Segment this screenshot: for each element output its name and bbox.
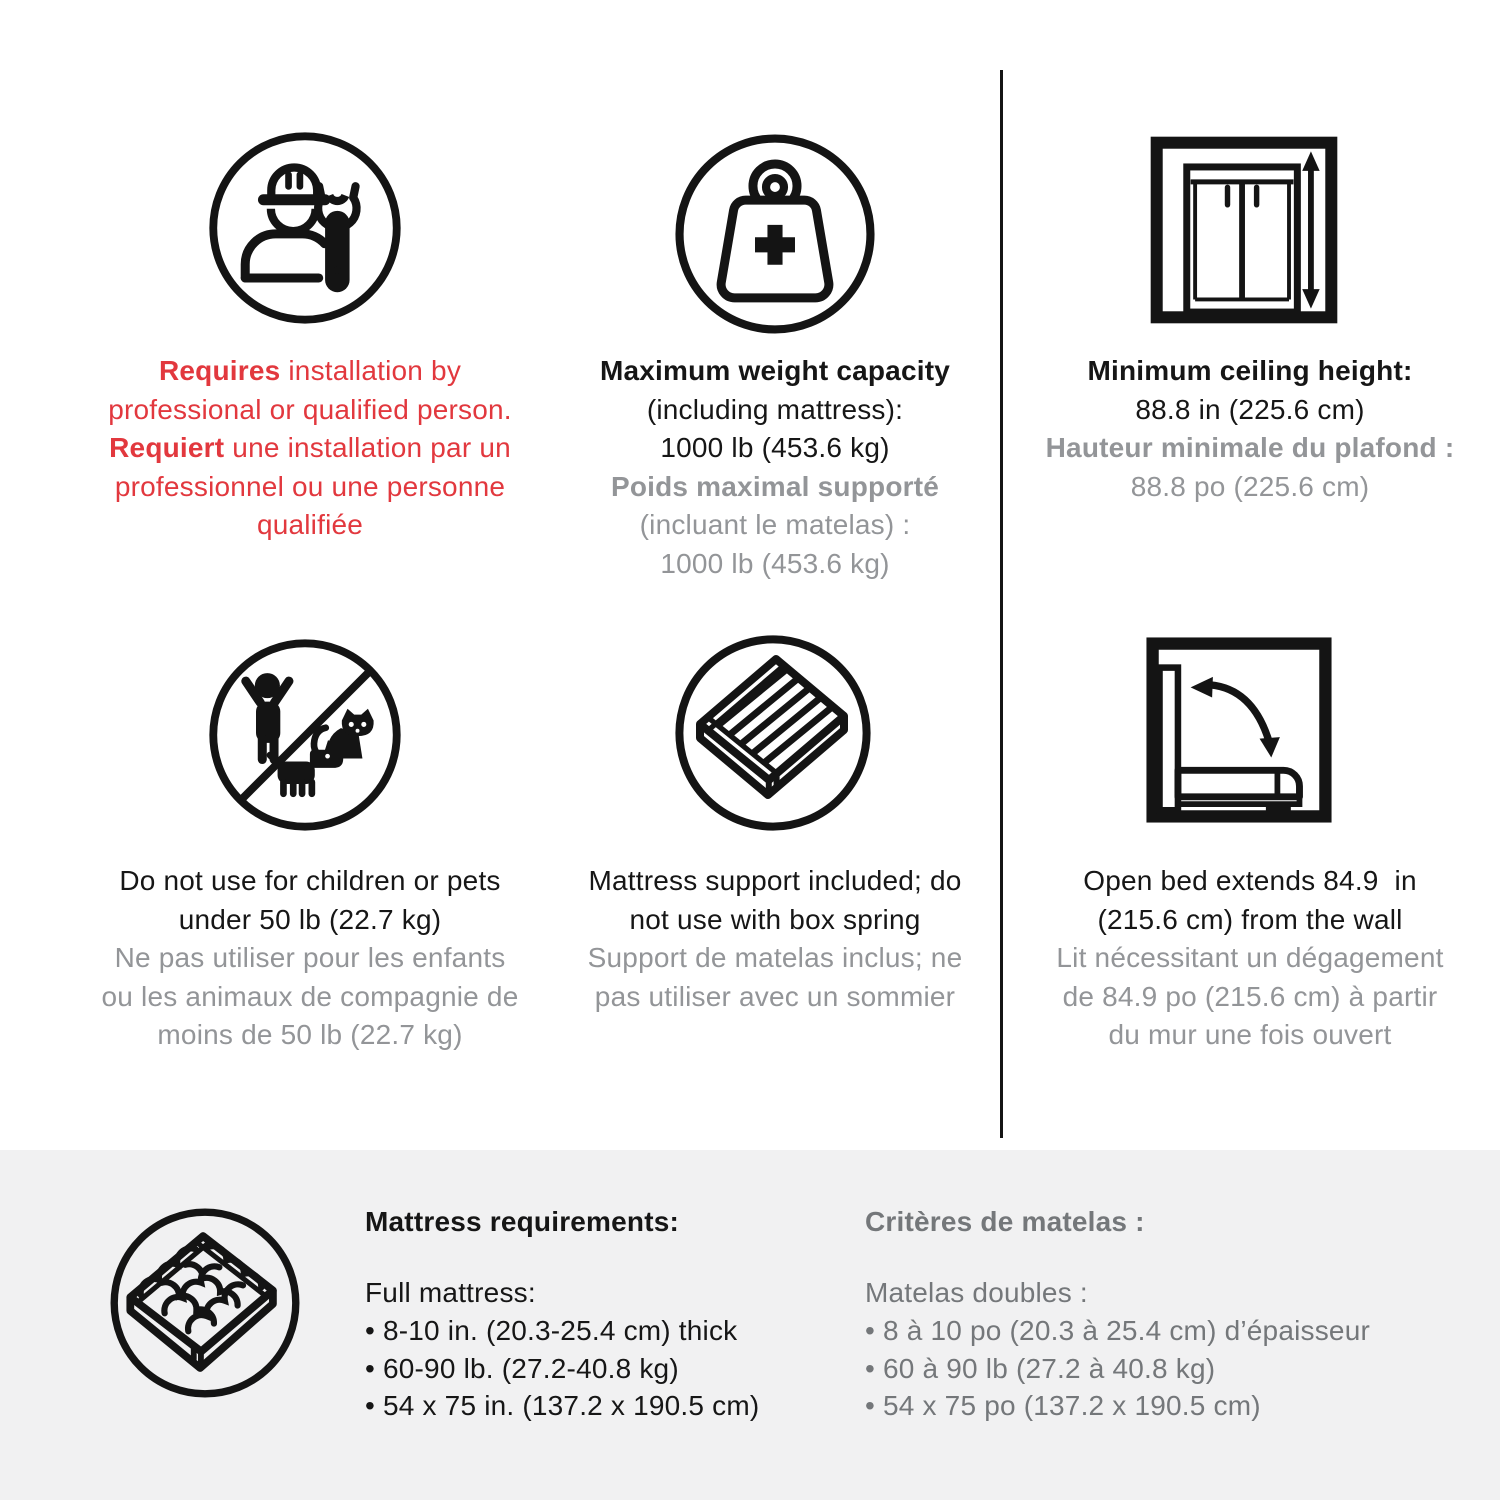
mattress-spec-fr-weight: • 60 à 90 lb (27.2 à 40.8 kg) <box>865 1350 1445 1388</box>
mattress-spec-en-weight: • 60-90 lb. (27.2-40.8 kg) <box>365 1350 835 1388</box>
install-text <box>75 352 545 545</box>
children-fr-line2: ou les animaux de compagnie de <box>101 980 519 1012</box>
openbed-text <box>1010 862 1490 1055</box>
children-text <box>75 862 545 1055</box>
openbed-en-line1: Open bed extends 84.9 in <box>1083 865 1417 896</box>
mattress-spec-en-thickness: • 8-10 in. (20.3-25.4 cm) thick <box>365 1312 835 1350</box>
ceiling-en-line1: 88.8 in (225.6 cm) <box>1135 393 1365 425</box>
support-en-line2: not use with box spring <box>629 903 921 935</box>
weight-en-line2: 1000 lb (453.6 kg) <box>660 432 890 463</box>
ceiling-title-fr: Hauteur minimale du plafond : <box>1045 432 1455 463</box>
openbed-en-line2: (215.6 cm) from the wall <box>1097 903 1403 935</box>
mattress-requirements-title-fr: Critères de matelas : <box>865 1206 1145 1237</box>
children-fr-line1: Ne pas utiliser pour les enfants <box>114 942 506 973</box>
ceiling-text <box>1010 352 1490 506</box>
weight-plus-icon <box>673 132 877 336</box>
install-text-fr-line1: Requiert une installation par un <box>109 432 511 463</box>
mattress-spec-fr-thickness: • 8 à 10 po (20.3 à 25.4 cm) d’épaisseur <box>865 1312 1445 1350</box>
install-text-fr-line2: professionnel ou une personne <box>114 470 506 502</box>
weight-title-fr: Poids maximal supporté <box>610 470 940 502</box>
children-en-line1: Do not use for children or pets <box>119 865 501 896</box>
wall-bed-folding-icon <box>1143 634 1335 826</box>
column-divider <box>1000 70 1003 1138</box>
support-en-line1: Mattress support included; do <box>588 865 962 896</box>
ceiling-fr-line1: 88.8 po (225.6 cm) <box>1130 470 1370 502</box>
support-text <box>555 862 995 1016</box>
install-text-fr-line3: qualifiée <box>256 509 364 540</box>
mattress-spec-en-size: • 54 x 75 in. (137.2 x 190.5 cm) <box>365 1387 835 1425</box>
children-en-line2: under 50 lb (22.7 kg) <box>178 903 442 935</box>
mattress-requirements-en <box>365 1203 835 1425</box>
mattress-requirements-section <box>0 1150 1500 1500</box>
weight-fr-line1: (incluant le matelas) : <box>639 509 911 540</box>
mattress-spec-fr-size: • 54 x 75 po (137.2 x 190.5 cm) <box>865 1387 1445 1425</box>
mattress-requirements-title-en: Mattress requirements: <box>365 1206 680 1237</box>
no-children-or-pets-icon <box>207 637 403 833</box>
support-fr-line1: Support de matelas inclus; ne <box>587 942 963 973</box>
mattress-type-fr: Matelas doubles : <box>865 1277 1088 1308</box>
ceiling-height-arrow-icon <box>1147 133 1341 327</box>
mattress-requirements-fr <box>865 1203 1445 1425</box>
mattress-type-en: Full mattress: <box>365 1277 536 1308</box>
weight-title-en: Maximum weight capacity <box>599 355 951 386</box>
openbed-fr-line2: de 84.9 po (215.6 cm) à partir <box>1062 980 1438 1012</box>
ceiling-title-en: Minimum ceiling height: <box>1087 355 1413 386</box>
quilted-mattress-icon <box>108 1206 302 1400</box>
install-text-en-line1: Requires installation by <box>158 355 462 386</box>
children-fr-line3: moins de 50 lb (22.7 kg) <box>157 1019 463 1050</box>
weight-text <box>555 352 995 583</box>
worker-hardhat-wrench-icon <box>207 130 403 326</box>
weight-fr-line2: 1000 lb (453.6 kg) <box>660 547 890 579</box>
openbed-fr-line1: Lit nécessitant un dégagement <box>1056 942 1444 973</box>
support-fr-line2: pas utiliser avec un sommier <box>594 980 956 1012</box>
weight-en-line1: (including mattress): <box>646 393 904 425</box>
openbed-fr-line3: du mur une fois ouvert <box>1108 1019 1392 1050</box>
install-text-en-line2: professional or qualified person. <box>108 393 512 425</box>
slatted-mattress-support-icon <box>673 633 873 833</box>
